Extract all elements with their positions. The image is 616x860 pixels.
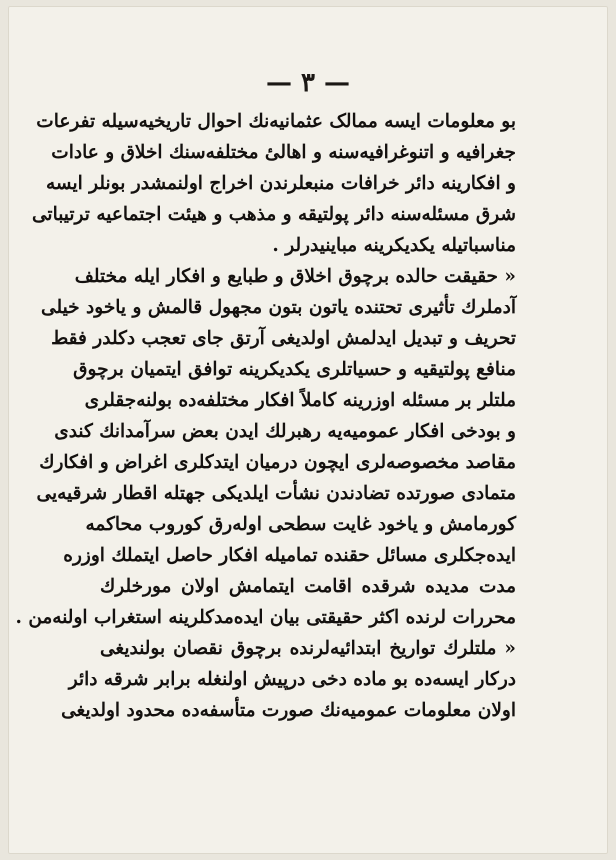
text-line: شرق مسئله‌سنه دائر پولتیقه و مذهب و هیئت اجتماعیه ترتیباتی: [32, 204, 516, 225]
text-line: مقاصد مخصوصه‌لری ایچون درمیان ایتدکلری اغراض و افکارك: [39, 452, 516, 473]
text-line: مناسباتیله یکدیکرینه مباینیدرلر .: [272, 235, 516, 256]
text-line: « حقیقت حالده برچوق اخلاق و طبایع و افکار ایله مختلف: [74, 266, 516, 287]
text-line: ملتلر بر مسئله اوزرینه کاملاً افکار مختلفه‌ده بولنه‌جقلری: [84, 390, 516, 411]
text-line: تحریف و تبدیل ایدلمش اولدیغی آرتق جای تعجب دکلدر فقط: [51, 328, 516, 349]
text-line: کورمامش و یاخود غایت سطحی اولەرق کوروب محاکمه: [85, 514, 516, 535]
body-text: [15, 106, 516, 726]
text-line: منافع پولتیقیه و حسیاتلری یکدیکرینه توافق ایتمیان برچوق: [73, 359, 516, 380]
document-page: [8, 6, 608, 854]
text-line: درکار ایسه‌ده بو ماده دخی درپیش اولنغله برابر شرقه دائر: [68, 669, 516, 690]
text-line: مدت مدیده شرقده اقامت ایتمامش اولان مورخلرك: [100, 576, 516, 597]
text-line: و بودخی افکار عمومیه‌یه رهبرلك ایدن بعض سرآمدانك کندی: [54, 421, 516, 442]
text-line: « ملتلرك تواریخ ابتدائیه‌لرنده برچوق نقصان بولندیغی: [100, 638, 516, 659]
text-line: و افکارینه دائر خرافات منبعلرندن اخراج اولنمشدر بونلر ایسه: [46, 173, 516, 194]
text-line: ایده‌جکلری مسائل حقنده تماميله افکار حاصل ایتملك اوزره: [63, 545, 516, 566]
page-number: — ٣ —: [265, 68, 351, 98]
text-line: متمادی صورتده تضادندن نشأت ایلدیکی جهتله اقطار شرقیه‌یی: [36, 483, 516, 504]
text-line: بو معلومات ایسه ممالک عثمانیه‌نك احوال تاریخیه‌سیله تفرعات: [36, 111, 516, 132]
text-line: اولان معلومات عمومیه‌نك صورت متأسفه‌ده محدود اولدیغی: [61, 700, 516, 721]
text-line: جغرافیه و اتنوغرافیه‌سنه و اهالیٔ مختلفه‌سنك اخلاق و عادات: [51, 142, 516, 163]
text-line: آدملرك تأثیری تحتنده یاتون بتون مجهول قالمش و یاخود خیلی: [41, 297, 516, 318]
text-line: محررات لرنده اکثر حقیقتی بیان ایده‌مدکلرینه استغراب اولنه‌من .: [15, 607, 516, 628]
